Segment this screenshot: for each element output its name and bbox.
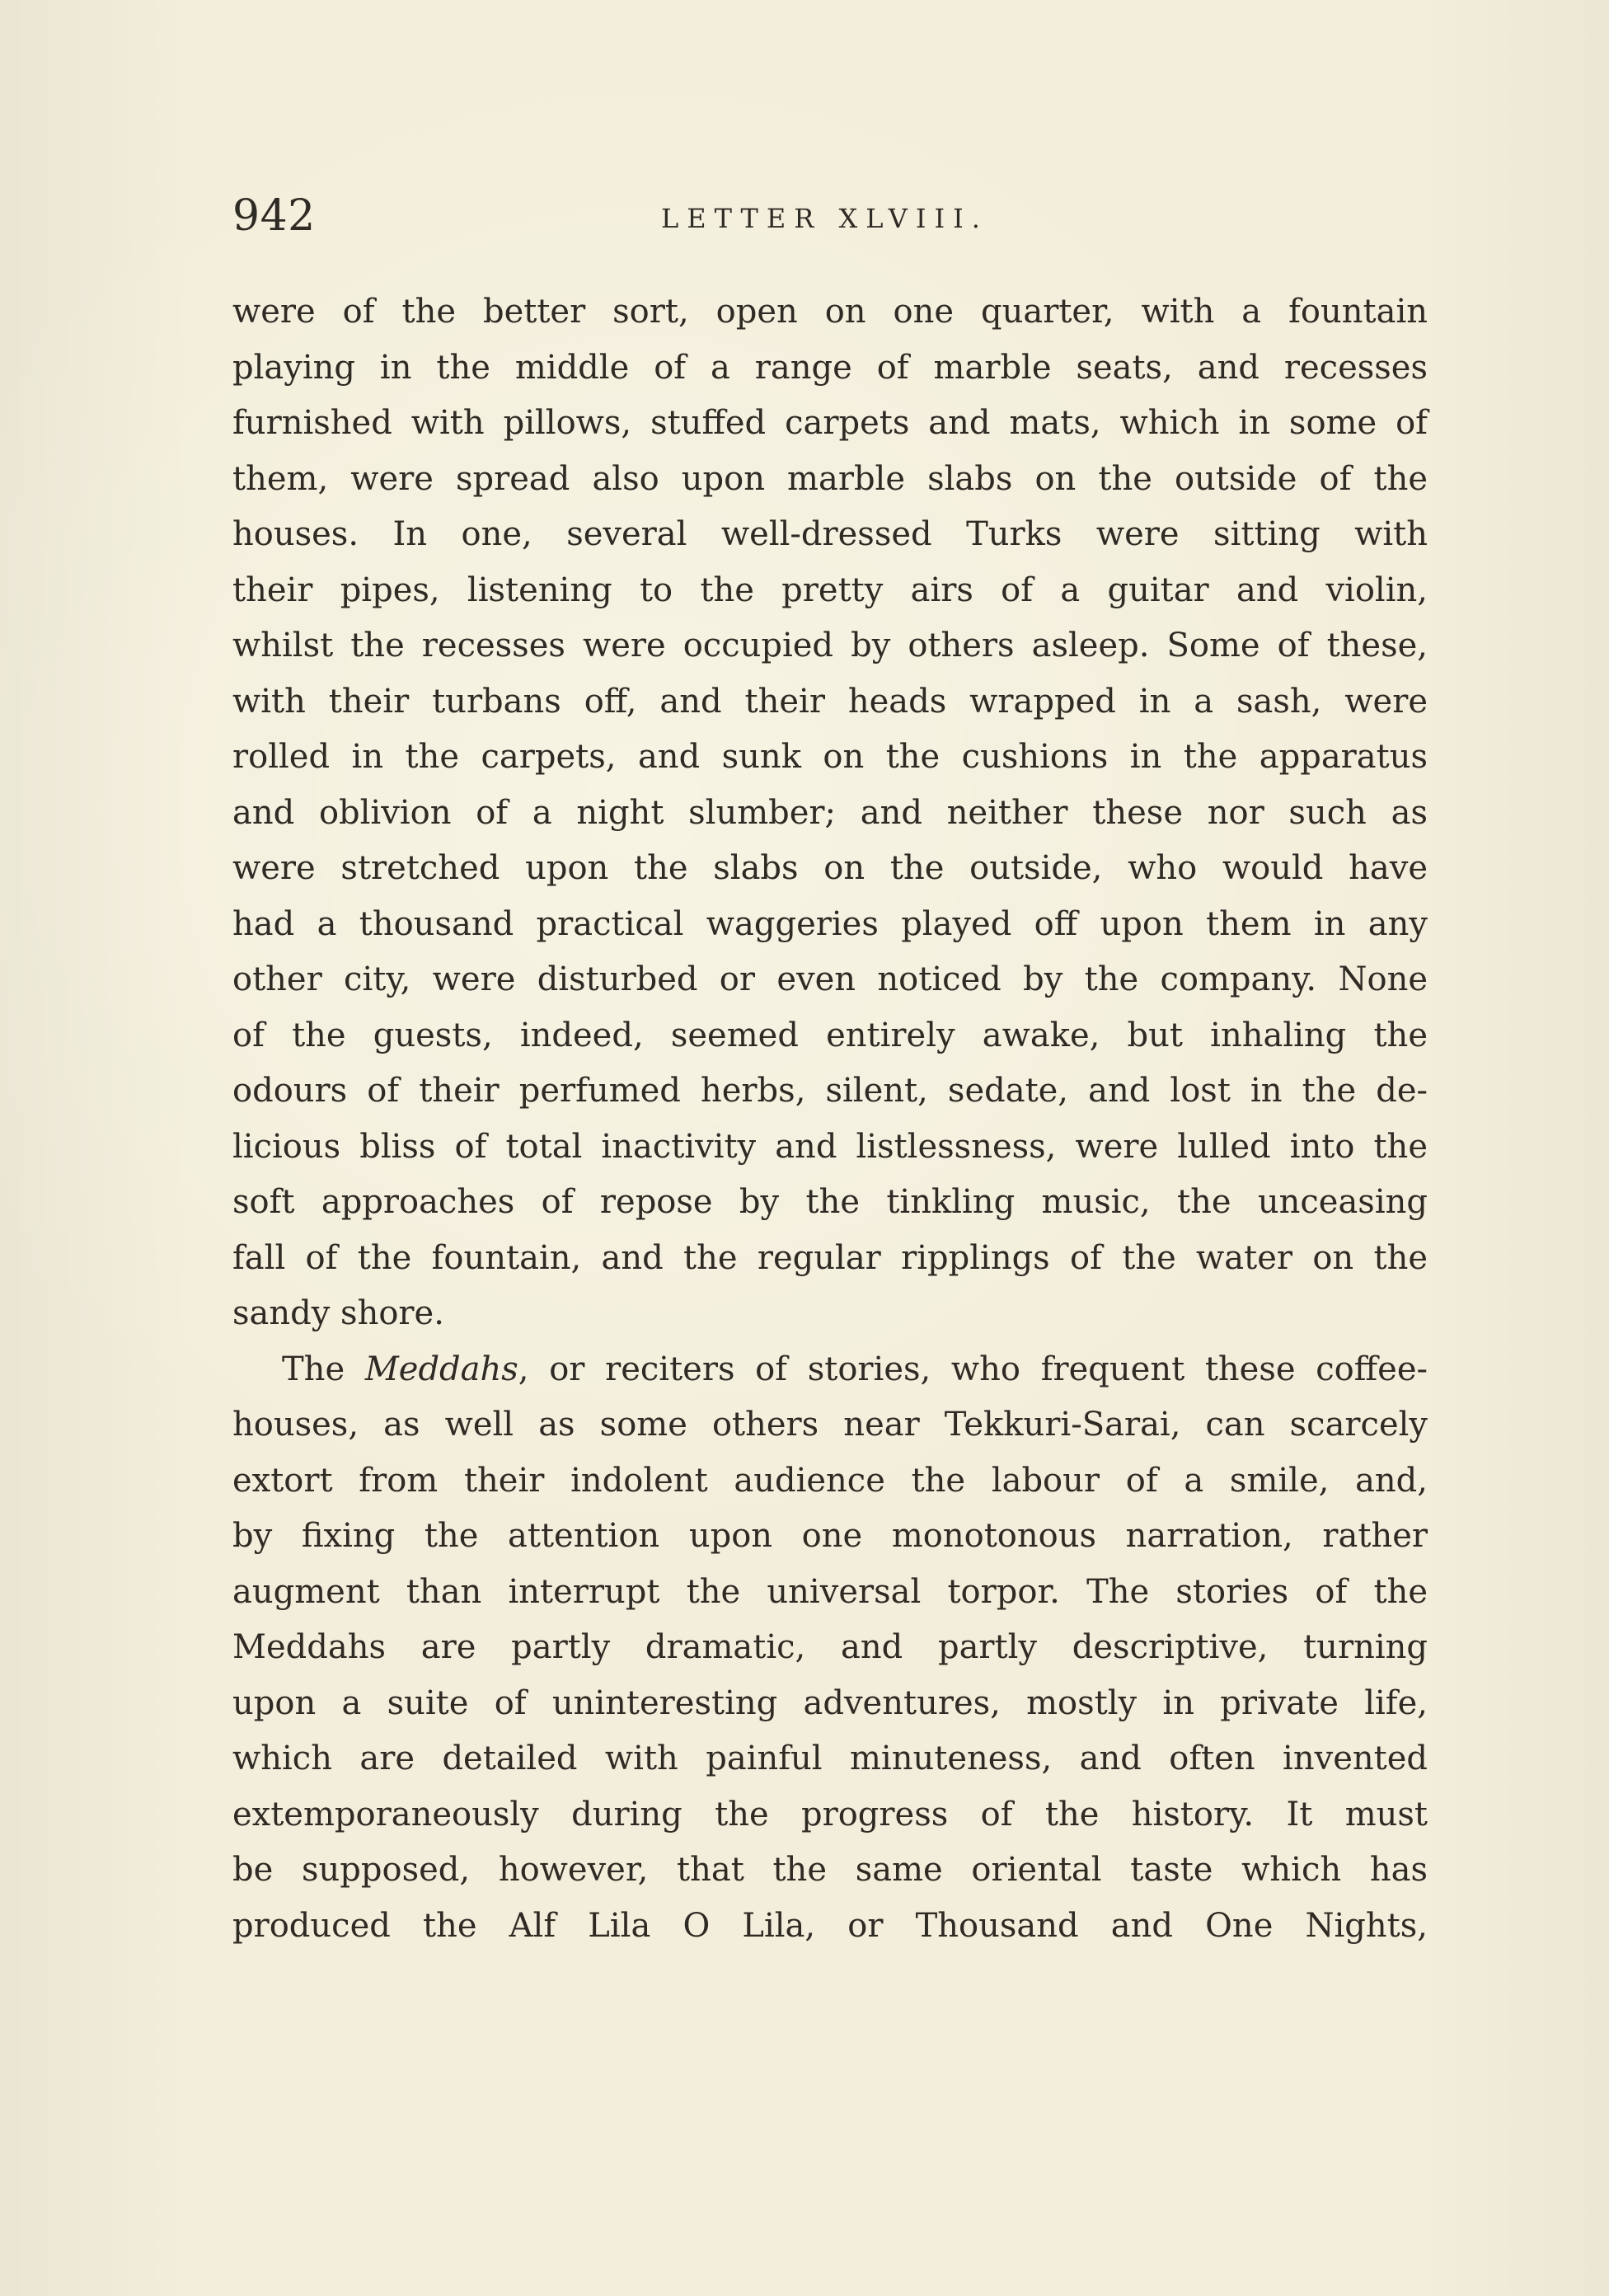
paragraph-2 [232, 1342, 1428, 1955]
text-line: soft approaches of repose by the tinkling music, the unceasing [232, 1183, 1428, 1221]
text-line: houses, as well as some others near Tekkuri-Sarai, can scarcely [232, 1406, 1428, 1444]
text-line: be supposed, however, that the same oriental taste which has [232, 1851, 1428, 1889]
text-line: were of the better sort, open on one quarter, with a fountain [232, 293, 1428, 331]
text-line: had a thousand practical waggeries played off upon them in any [232, 904, 1428, 943]
running-head [232, 191, 1428, 249]
body-text [232, 284, 1428, 1954]
text-fragment: , or reciters of stories, who frequent these coffee- [518, 1350, 1428, 1388]
text-line: Meddahs are partly dramatic, and partly descriptive, turning [232, 1628, 1428, 1666]
text-line: were stretched upon the slabs on the outside, who would have [232, 849, 1428, 887]
text-line: sandy shore. [232, 1294, 444, 1332]
text-line: produced the Alf Lila O Lila, or Thousand and One Nights, [232, 1906, 1428, 1945]
text-line: houses. In one, several well-dressed Turks were sitting with [232, 515, 1428, 553]
text-line: odours of their perfumed herbs, silent, sedate, and lost in the de- [232, 1072, 1428, 1110]
text-line: upon a suite of uninteresting adventures, mostly in private life, [232, 1683, 1428, 1722]
text-line: augment than interrupt the universal torpor. The stories of the [232, 1572, 1428, 1611]
text-line: rolled in the carpets, and sunk on the cushions in the apparatus [232, 738, 1428, 776]
text-line: furnished with pillows, stuffed carpets and mats, which in some of [232, 404, 1428, 442]
text-line: fall of the fountain, and the regular ripplings of the water on the [232, 1238, 1428, 1277]
text-line: extort from their indolent audience the labour of a smile, and, [232, 1461, 1428, 1500]
text-line: them, were spread also upon marble slabs on the outside of the [232, 459, 1428, 498]
text-line: playing in the middle of a range of marble seats, and recesses [232, 348, 1428, 387]
text-fragment: The [282, 1350, 365, 1388]
page-number: 942 [232, 191, 316, 241]
paragraph-2-first-line [232, 1342, 1428, 1398]
text-line: by fixing the attention upon one monotonous narration, rather [232, 1517, 1428, 1555]
text-line: their pipes, listening to the pretty airs of a guitar and violin, [232, 570, 1428, 609]
letter-title: LETTER XLVIII. [661, 203, 988, 234]
italic-term: Meddahs [364, 1350, 518, 1388]
paragraph-1 [232, 284, 1428, 1342]
text-line: and oblivion of a night slumber; and neither these nor such as [232, 793, 1428, 832]
text-line: with their turbans off, and their heads wrapped in a sash, were [232, 682, 1428, 721]
text-line: extemporaneously during the progress of the history. It must [232, 1795, 1428, 1834]
text-line: of the guests, indeed, seemed entirely awake, but inhaling the [232, 1016, 1428, 1054]
text-line: other city, were disturbed or even noticed by the company. None [232, 960, 1428, 998]
text-line: licious bliss of total inactivity and listlessness, were lulled into the [232, 1127, 1428, 1166]
text-line: which are detailed with painful minuteness, and often invented [232, 1740, 1428, 1777]
text-line: whilst the recesses were occupied by others asleep. Some of these, [232, 627, 1428, 664]
